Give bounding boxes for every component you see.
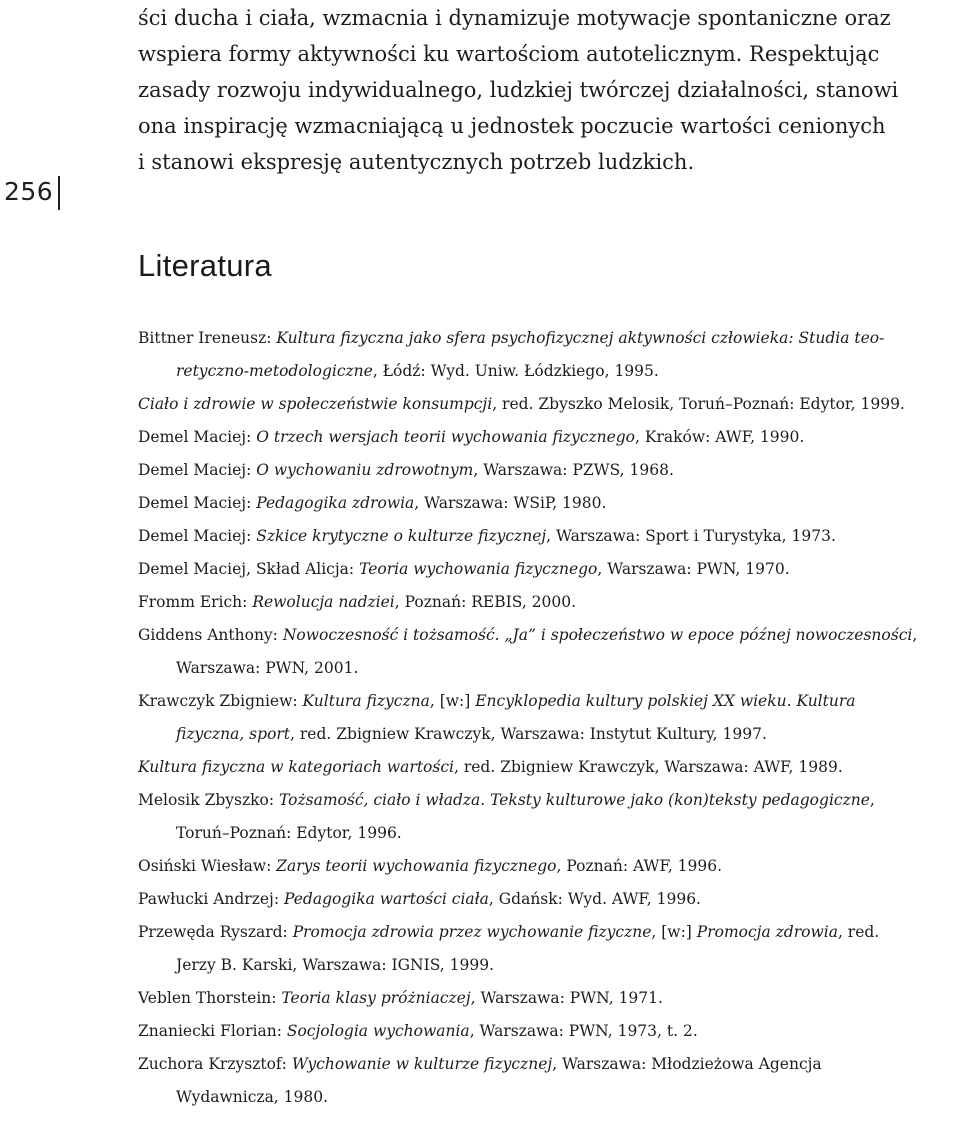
reference-title-segment: Kultura fizyczna jako sfera psychofizycznej aktywności człowieka: Studia teo- (276, 329, 885, 347)
reference-line (138, 784, 958, 817)
reference-line (138, 421, 958, 454)
reference-title-segment: Socjologia wychowania (286, 1022, 470, 1040)
reference-text-segment: , (912, 626, 918, 644)
reference-text-segment: , [w:] (429, 692, 476, 710)
reference-text-segment: Demel Maciej, Skład Alicja: (138, 560, 360, 578)
reference-title-segment: Wychowanie w kulturze fizycznej (291, 1055, 553, 1073)
reference-text-segment: , Gdańsk: Wyd. AWF, 1996. (488, 890, 701, 908)
reference-text-segment: Veblen Thorstein: (138, 989, 282, 1007)
body-line: wspiera formy aktywności ku wartościom autotelicznym. Respektując (138, 42, 880, 66)
reference-item (138, 454, 958, 487)
reference-text-segment: Demel Maciej: (138, 527, 257, 545)
reference-item (138, 421, 958, 454)
reference-line (138, 553, 958, 586)
reference-item (138, 883, 958, 916)
reference-item (138, 1015, 958, 1048)
reference-title-segment: Ciało i zdrowie w społeczeństwie konsumpcji (138, 395, 493, 413)
reference-text-segment: Melosik Zbyszko: (138, 791, 280, 809)
reference-text-segment: , Poznań: REBIS, 2000. (394, 593, 577, 611)
reference-item (138, 388, 958, 421)
body-line: ona inspirację wzmacniającą u jednostek poczucie wartości cenionych (138, 114, 886, 138)
reference-item (138, 916, 958, 982)
reference-item (138, 619, 958, 685)
reference-text-segment: Bittner Ireneusz: (138, 329, 277, 347)
reference-title-segment: O trzech wersjach teorii wychowania fizycznego (256, 428, 636, 446)
reference-item (138, 487, 958, 520)
reference-text-segment: Demel Maciej: (138, 428, 257, 446)
reference-text-segment: Pawłucki Andrzej: (138, 890, 285, 908)
reference-text-segment: Wydawnicza, 1980. (176, 1088, 329, 1106)
body-line: i stanowi ekspresję autentycznych potrzeb ludzkich. (138, 150, 695, 174)
reference-line (138, 487, 958, 520)
reference-item (138, 850, 958, 883)
reference-line (138, 322, 958, 355)
reference-line (138, 850, 958, 883)
reference-item (138, 586, 958, 619)
reference-line (138, 916, 958, 949)
reference-line (138, 1048, 958, 1081)
reference-title-segment: Pedagogika zdrowia (256, 494, 415, 512)
reference-line (138, 388, 958, 421)
reference-title-segment: fizyczna, sport (176, 725, 291, 743)
reference-text-segment: Osiński Wiesław: (138, 857, 277, 875)
reference-text-segment: , red. Zbigniew Krawczyk, Warszawa: Instytut Kultury, 1997. (290, 725, 767, 743)
reference-text-segment: , Warszawa: PZWS, 1968. (473, 461, 674, 479)
body-paragraph (138, 0, 950, 180)
reference-title-segment: Zarys teorii wychowania fizycznego (276, 857, 557, 875)
reference-title-segment: retyczno-metodologiczne (176, 362, 373, 380)
reference-title-segment: Nowoczesność i tożsamość. „Ja” i społeczeństwo w epoce późnej nowoczesności (282, 626, 913, 644)
reference-item (138, 982, 958, 1015)
reference-text-segment: Demel Maciej: (138, 461, 257, 479)
reference-line (138, 619, 958, 652)
reference-text-segment: Jerzy B. Karski, Warszawa: IGNIS, 1999. (176, 956, 495, 974)
page-number-text: 256 (4, 177, 54, 206)
reference-text-segment: Demel Maciej: (138, 494, 257, 512)
reference-title-segment: Teoria klasy próżniaczej (281, 989, 471, 1007)
page-number-rule (58, 176, 60, 210)
reference-text-segment: Toruń–Poznań: Edytor, 1996. (176, 824, 402, 842)
reference-text-segment: , Warszawa: PWN, 1973, t. 2. (469, 1022, 698, 1040)
reference-text-segment: Fromm Erich: (138, 593, 253, 611)
reference-text-segment: , Łódź: Wyd. Uniw. Łódzkiego, 1995. (372, 362, 659, 380)
section-title: Literatura (138, 248, 272, 283)
reference-line (138, 355, 958, 388)
reference-list (138, 322, 958, 1114)
reference-title-segment: O wychowaniu zdrowotnym (256, 461, 474, 479)
reference-line (138, 982, 958, 1015)
reference-text-segment: , Poznań: AWF, 1996. (556, 857, 723, 875)
reference-title-segment: Szkice krytyczne o kulturze fizycznej (256, 527, 547, 545)
reference-title-segment: Pedagogika wartości ciała (284, 890, 489, 908)
reference-line (138, 685, 958, 718)
reference-item (138, 553, 958, 586)
reference-title-segment: Rewolucja nadziei (252, 593, 395, 611)
reference-title-segment: Kultura fizyczna w kategoriach wartości (138, 758, 454, 776)
reference-text-segment: , Warszawa: PWN, 1970. (597, 560, 790, 578)
reference-line (138, 817, 958, 850)
reference-line (138, 883, 958, 916)
reference-text-segment: , Warszawa: Młodzieżowa Agencja (552, 1055, 822, 1073)
reference-item (138, 751, 958, 784)
reference-text-segment: , Warszawa: WSiP, 1980. (414, 494, 607, 512)
reference-text-segment: Zuchora Krzysztof: (138, 1055, 292, 1073)
reference-text-segment: , red. Zbyszko Melosik, Toruń–Poznań: Edytor, 1999. (492, 395, 905, 413)
reference-text-segment: , Warszawa: PWN, 1971. (470, 989, 663, 1007)
reference-title-segment: Promocja zdrowia przez wychowanie fizyczne (292, 923, 652, 941)
reference-text-segment: Przewęda Ryszard: (138, 923, 293, 941)
reference-title-segment: Teoria wychowania fizycznego (359, 560, 598, 578)
reference-text-segment: Warszawa: PWN, 2001. (176, 659, 359, 677)
reference-text-segment: , red. (837, 923, 880, 941)
reference-title-segment: Kultura fizyczna (302, 692, 430, 710)
reference-line (138, 1015, 958, 1048)
reference-text-segment: , (869, 791, 875, 809)
reference-title-segment: Promocja zdrowia (696, 923, 838, 941)
reference-title-segment: Tożsamość, ciało i władza. Teksty kulturowe jako (kon)teksty pedagogiczne (279, 791, 870, 809)
reference-item (138, 520, 958, 553)
reference-line (138, 454, 958, 487)
reference-text-segment: , Warszawa: Sport i Turystyka, 1973. (546, 527, 836, 545)
reference-line (138, 586, 958, 619)
reference-text-segment: , red. Zbigniew Krawczyk, Warszawa: AWF, 1989. (453, 758, 843, 776)
page-number (0, 174, 62, 210)
reference-text-segment: , [w:] (651, 923, 697, 941)
reference-line (138, 751, 958, 784)
body-line: zasady rozwoju indywidualnego, ludzkiej twórczej działalności, stanowi (138, 78, 899, 102)
reference-text-segment: Giddens Anthony: (138, 626, 283, 644)
reference-item (138, 685, 958, 751)
reference-line (138, 520, 958, 553)
reference-item (138, 322, 958, 388)
reference-title-segment: Encyklopedia kultury polskiej XX wieku. Kultura (475, 692, 856, 710)
reference-text-segment: Krawczyk Zbigniew: (138, 692, 303, 710)
reference-line (138, 1081, 958, 1114)
reference-item (138, 784, 958, 850)
reference-text-segment: Znaniecki Florian: (138, 1022, 287, 1040)
reference-line (138, 718, 958, 751)
reference-line (138, 949, 958, 982)
reference-item (138, 1048, 958, 1114)
body-line: ści ducha i ciała, wzmacnia i dynamizuje motywacje spontaniczne oraz (138, 6, 891, 30)
reference-line (138, 652, 958, 685)
reference-text-segment: , Kraków: AWF, 1990. (635, 428, 805, 446)
